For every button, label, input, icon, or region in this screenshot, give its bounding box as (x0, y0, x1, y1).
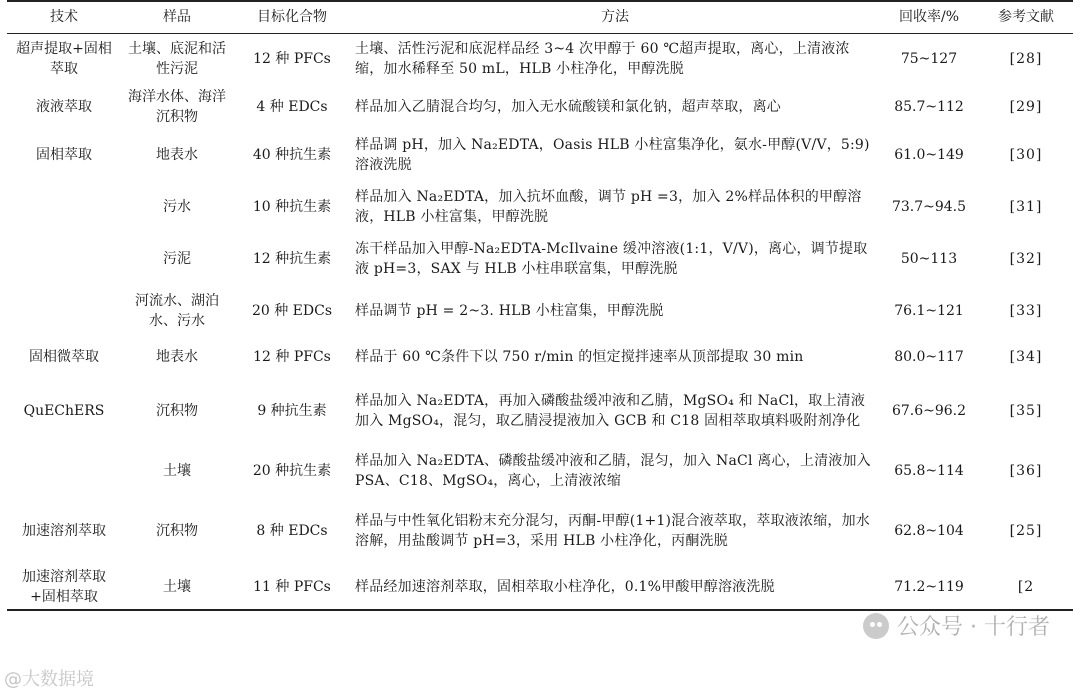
cell-recovery: 71.2~119 (879, 565, 979, 610)
cell-reference: [35] (1009, 403, 1043, 419)
cell-recovery: 65.8~114 (894, 463, 964, 479)
table-row (7, 497, 1073, 565)
cell-target: 12 种 PFCs (253, 51, 331, 68)
cell-technique: 加速溶剂萃取 (22, 523, 106, 539)
cell-reference: [25] (1009, 523, 1043, 539)
cell-sample: 土壤、底泥和活性污泥 (128, 41, 226, 78)
cell-technique (7, 445, 121, 497)
cell-technique (7, 233, 121, 285)
cell-recovery: 85.7~112 (894, 99, 964, 115)
cell-recovery: 61.0~149 (894, 147, 964, 163)
cell-sample: 污泥 (163, 251, 191, 267)
cell-reference: [31] (1009, 199, 1043, 215)
cell-reference: [34] (1009, 349, 1043, 365)
cell-reference: [30] (1009, 147, 1043, 163)
cell-sample: 污水 (163, 199, 191, 215)
cell-recovery: 75~127 (900, 51, 958, 68)
cell-target: 12 种抗生素 (252, 251, 332, 267)
cell-reference: [32] (1009, 251, 1043, 267)
cell-method: 样品加入 Na₂EDTA，加入抗坏血酸，调节 pH =3，加入 2%样品体积的甲醇溶液，HLB 小柱富集，甲醇洗脱 (355, 189, 862, 225)
table-row (7, 85, 1073, 129)
cell-method: 样品调 pH，加入 Na₂EDTA，Oasis HLB 小柱富集净化，氨水-甲醇(V/V，5:9)溶液洗脱 (355, 137, 870, 173)
cell-reference: [36] (1009, 463, 1043, 479)
cell-method: 样品于 60 ℃条件下以 750 r/min 的恒定搅拌速率从顶部提取 30 min (355, 349, 804, 365)
wechat-icon (863, 613, 889, 639)
cell-method: 土壤、活性污泥和底泥样品经 3~4 次甲醇于 60 ℃超声提取，离心，上清液浓缩，加水稀释至 50 mL，HLB 小柱净化，甲醇洗脱 (355, 41, 850, 78)
table-row (7, 565, 1073, 610)
cell-reference: [33] (1009, 303, 1043, 319)
table-row (7, 181, 1073, 233)
cell-technique: 固相萃取 (36, 147, 92, 163)
cell-technique: 液液萃取 (36, 99, 92, 115)
cell-recovery: 73.7~94.5 (891, 199, 967, 215)
cell-technique (7, 285, 121, 337)
cell-target: 8 种 EDCs (256, 523, 328, 539)
corner-watermark: @大数据境 (4, 669, 94, 690)
cell-recovery: 67.6~96.2 (891, 403, 967, 419)
cell-reference: [29] (1009, 99, 1043, 115)
cell-target: 11 种 PFCs (233, 565, 351, 610)
cell-recovery: 62.8~104 (894, 523, 964, 539)
watermark (863, 610, 1050, 641)
table-row (7, 377, 1073, 445)
header-technique: 技术 (7, 1, 121, 33)
cell-method: 样品加入 Na₂EDTA、磷酸盐缓冲液和乙腈，混匀，加入 NaCl 离心，上清液加入 PSA、C18、MgSO₄，离心，上清液浓缩 (355, 453, 871, 489)
header-method: 方法 (351, 1, 879, 33)
table-row (7, 445, 1073, 497)
cell-method: 冻干样品加入甲醇-Na₂EDTA-McIlvaine 缓冲溶液(1:1，V/V)，离心，调节提取液 pH=3，SAX 与 HLB 小柱串联富集，甲醇洗脱 (355, 241, 868, 277)
cell-target: 10 种抗生素 (252, 199, 332, 215)
cell-method: 样品加入乙腈混合均匀，加入无水硫酸镁和氯化钠，超声萃取，离心 (355, 99, 781, 115)
cell-reference: [28] (1009, 51, 1043, 68)
cell-sample: 河流水、湖泊水、污水 (135, 293, 219, 329)
cell-target: 12 种 PFCs (253, 349, 331, 365)
cell-method: 样品与中性氧化铝粉末充分混匀，丙酮-甲醇(1+1)混合液萃取，萃取液浓缩，加水溶解，用盐酸调节 pH=3，采用 HLB 小柱净化，丙酮洗脱 (355, 513, 870, 549)
header-recovery: 回收率/% (879, 1, 979, 33)
cell-sample: 海洋水体、海洋沉积物 (128, 89, 226, 125)
cell-sample: 沉积物 (156, 403, 198, 419)
cell-sample: 地表水 (156, 349, 198, 365)
cell-technique (7, 181, 121, 233)
cell-method: 样品加入 Na₂EDTA，再加入磷酸盐缓冲液和乙腈，MgSO₄ 和 NaCl，取上清液加入 MgSO₄，混匀，取乙腈浸提液加入 GCB 和 C18 固相萃取填料吸附剂净化 (355, 393, 866, 429)
cell-technique: QuEChERS (23, 403, 105, 419)
cell-sample: 土壤 (163, 463, 191, 479)
cell-technique: 加速溶剂萃取+固相萃取 (7, 565, 121, 610)
cell-recovery: 80.0~117 (894, 349, 964, 365)
table-row (7, 337, 1073, 377)
table-header-row (7, 1, 1073, 33)
cell-technique: 超声提取+固相萃取 (16, 41, 112, 78)
cell-target: 20 种抗生素 (252, 463, 332, 479)
cell-sample: 沉积物 (156, 523, 198, 539)
table-row (7, 233, 1073, 285)
cell-target: 20 种 EDCs (251, 303, 333, 319)
cell-target: 9 种抗生素 (257, 403, 327, 419)
cell-sample: 地表水 (156, 147, 198, 163)
cell-target: 4 种 EDCs (256, 99, 328, 115)
table-row (7, 285, 1073, 337)
watermark-text: 公众号 · 十行者 (897, 615, 1050, 640)
table-row (7, 33, 1073, 85)
cell-recovery: 76.1~121 (894, 303, 964, 319)
cell-technique: 固相微萃取 (29, 349, 99, 365)
cell-method: 样品经加速溶剂萃取，固相萃取小柱净化，0.1%甲酸甲醇溶液洗脱 (351, 565, 879, 610)
cell-target: 40 种抗生素 (252, 147, 332, 163)
cell-reference: [2 (979, 565, 1073, 610)
header-target: 目标化合物 (233, 1, 351, 33)
header-sample: 样品 (121, 1, 233, 33)
cell-recovery: 50~113 (900, 251, 958, 267)
header-reference: 参考文献 (979, 1, 1073, 33)
table-row (7, 129, 1073, 181)
cell-method: 样品调节 pH = 2~3. HLB 小柱富集，甲醇洗脱 (355, 303, 664, 319)
cell-sample: 土壤 (121, 565, 233, 610)
methods-table (7, 0, 1073, 611)
